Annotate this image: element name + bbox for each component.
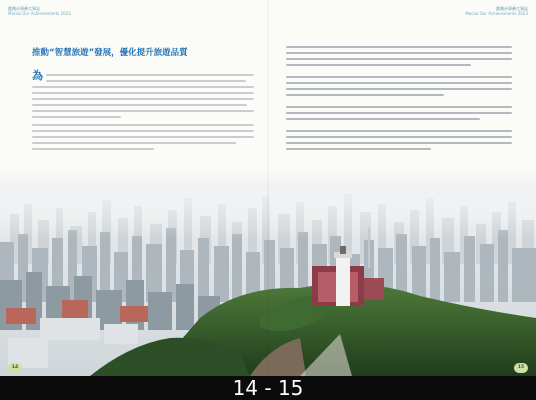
right-paragraph-1 — [286, 46, 512, 70]
spine-gutter — [267, 0, 269, 376]
drop-cap: 為 — [32, 69, 43, 82]
running-header-right-title: 港澳台事務大事記 — [496, 6, 528, 11]
page-number-right: 15 — [514, 363, 528, 373]
running-header-left-sub: Macao Our Achievements 2023 — [8, 11, 71, 16]
left-paragraph-1 — [46, 74, 254, 86]
running-header-right-sub: Macao Our Achievements 2023 — [465, 11, 528, 16]
page-range-label: 14 - 15 — [232, 376, 304, 400]
left-paragraph-2 — [32, 124, 254, 154]
right-paragraph-2 — [286, 76, 512, 100]
running-header-left-title: 港澳台事務大事記 — [8, 6, 40, 11]
page-number-left: 14 — [8, 363, 22, 373]
left-paragraph-1-cont — [32, 86, 254, 122]
running-header-left — [8, 6, 71, 16]
right-paragraph-3 — [286, 106, 512, 124]
article-heading: 推動“智慧旅遊”發展，優化提升旅遊品質 — [32, 48, 188, 58]
right-paragraph-4 — [286, 130, 512, 154]
running-header-right — [465, 6, 528, 16]
